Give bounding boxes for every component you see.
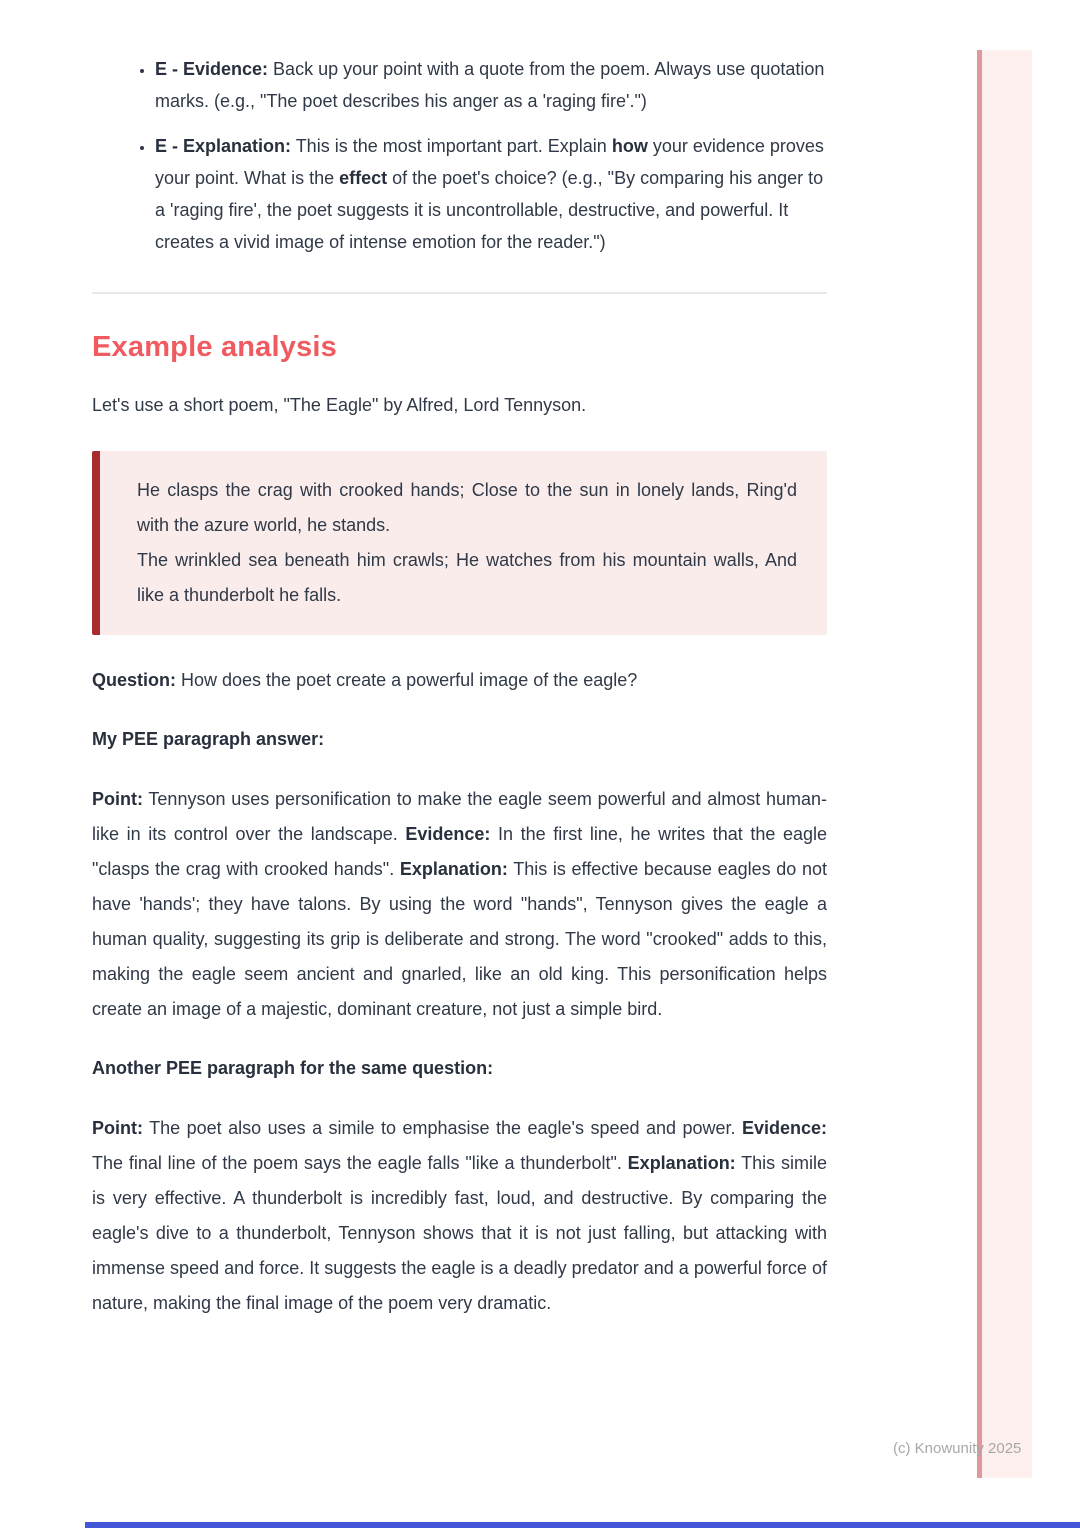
intro-text: Let's use a short poem, "The Eagle" by Alfred, Lord Tennyson. [92,395,587,415]
poem-line: He clasps the crag with crooked hands; Close to the sun in lonely lands, Ring'd with the azure world, he stands. [137,480,797,535]
pee-paragraph-2: Point: The poet also uses a simile to emphasise the eagle's speed and power. Evidence: The final line of the poem says the eagle falls "like a thunderbolt". Explanation: This simile is very effective. A thunderbolt is incredibly fast, loud, and destructive. By comparing the eagle's dive to a thunderbolt, Tennyson shows that it is not just falling, but attacking with immense speed and force. It suggests the eagle is a deadly predator and a powerful force of nature, making the final image of the poem very dramatic. [92,1118,827,1313]
copyright-watermark: (c) Knowunity 2025 [893,1440,1022,1457]
page-edge-decoration [982,50,1032,1478]
page-content [92,0,827,1321]
question-text: Question: How does the poet create a powerful image of the eagle? [92,670,638,690]
pee-bullet-list [92,53,827,258]
section-heading: Example analysis [92,331,338,363]
bullet-evidence: • E - Evidence: Back up your point with a quote from the poem. Always use quotation marks. (e.g., "The poet describes his anger as a 'raging fire'.") [155,53,827,117]
bullet-explanation: • E - Explanation: This is the most important part. Explain how your evidence proves your point. What is the effect of the poet's choice? (e.g., "By comparing his anger to a 'raging fire', the poet suggests it is uncontrollable, destructive, and powerful. It creates a vivid image of intense emotion for the reader.") [155,130,827,258]
section-divider [92,292,827,294]
another-answer-heading: Another PEE paragraph for the same question: [92,1058,494,1078]
pee-paragraph-1: Point: Tennyson uses personification to make the eagle seem powerful and almost human-like in its control over the landscape. Evidence: In the first line, he writes that the eagle "clasps the crag with crooked hands". Explanation: This is effective because eagles do not have 'hands'; they have talons. By using the word "hands", Tennyson gives the eagle a human quality, suggesting its grip is deliberate and strong. The word "crooked" adds to this, making the eagle seem ancient and gnarled, like an old king. This personification helps create an image of a majestic, dominant creature, not just a simple bird. [92,789,828,1019]
page-edge-stripe [977,50,982,1478]
page-bottom-bar [85,1522,1080,1528]
answer-heading: My PEE paragraph answer: [92,729,325,749]
poem-blockquote [92,451,827,635]
poem-line: The wrinkled sea beneath him crawls; He watches from his mountain walls, And like a thunderbolt he falls. [137,550,797,605]
